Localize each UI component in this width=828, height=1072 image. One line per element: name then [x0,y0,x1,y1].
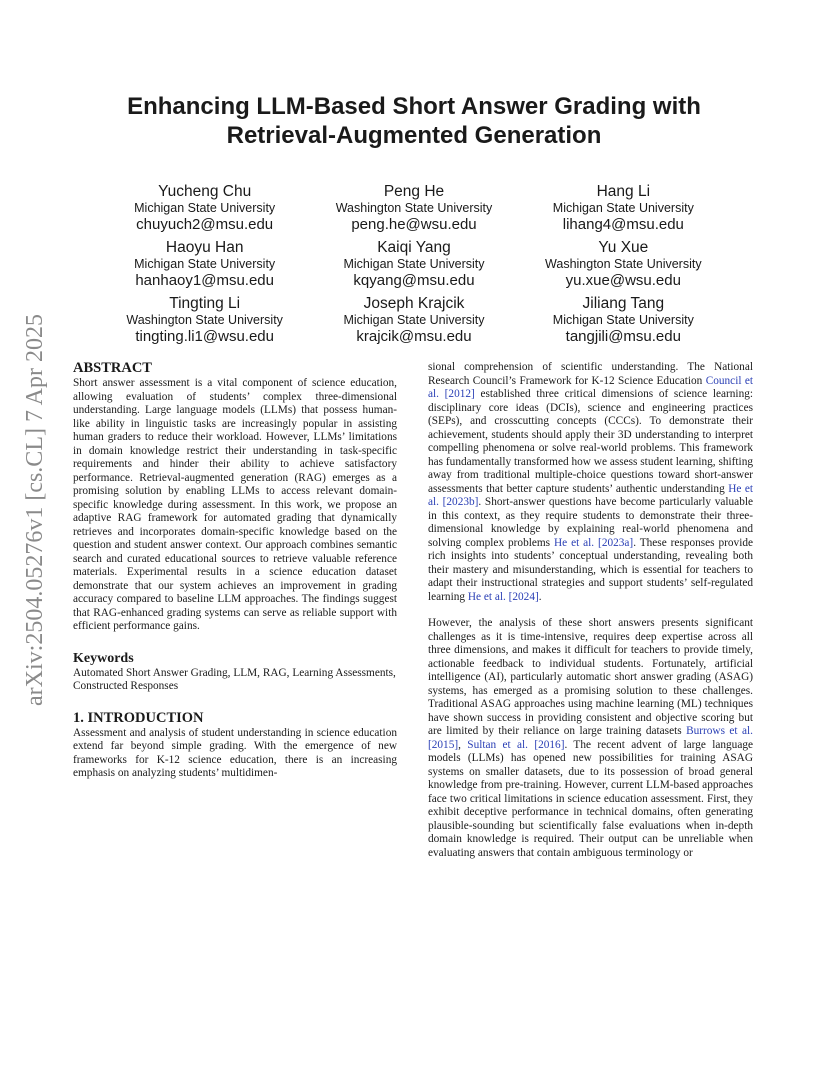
right-column [428,361,753,860]
author-name: Hang Li [596,183,651,200]
author-name: Haoyu Han [165,239,244,256]
citation-link[interactable]: He et al. [2023a] [553,536,634,549]
author-name: Tingting Li [169,295,241,312]
intro-paragraph-2 [428,617,753,860]
paragraph-text: However, the analysis of these short answers presents significant challenges as it is time-intensive, requires deep expertise across all three dimensions, and makes it difficult for teachers to provide timely, actionable feedback to individual students. Fortunately, artificial intelligence (AI), particularly automatic short answer grading (ASAG) systems, has emerged as a promising solution to these challenges. Traditional ASAG approaches using machine learning (ML) techniques have shown success in providing consistent and objective scoring but are limited by their reliance on large training datasets [428,617,753,737]
author-email: lihang4@msu.edu [562,216,684,233]
author-block [100,238,309,290]
citation-link[interactable]: He et al. [2023b] [428,482,754,508]
title-line-2: Retrieval-Augmented Generation [226,122,602,149]
author-email: tingting.li1@wsu.edu [135,328,274,345]
paragraph-text: . The recent advent of large language models (LLMs) has opened new possibilities for training ASAG systems on smaller datasets, due to its possession of broad general knowledge from pre-training. However, current LLM-based approaches face two critical limitations in science education assessment. First, they exhibit deceptive performance in technical domains, often generating plausible-sounding but scientifically false evaluations when in-depth domain knowledge is required. Their output can be unreliable when evaluating answers that contain ambiguous terminology or [428,738,753,859]
citation-link[interactable]: Council et al. [2012] [428,374,753,400]
author-affiliation: Michigan State University [134,257,276,271]
title-line-1: Enhancing LLM-Based Short Answer Grading with [127,93,701,120]
author-email: tangjili@msu.edu [565,328,681,345]
author-affiliation: Michigan State University [552,201,694,215]
keywords-text: Automated Short Answer Grading, LLM, RAG, Learning Assessments, Constructed Responses [73,666,396,692]
arxiv-identifier: arXiv:2504.05276v1 [cs.CL] 7 Apr 2025 [22,314,48,706]
author-email: chuyuch2@msu.edu [136,216,274,233]
paragraph-text: , [458,738,468,751]
abstract-heading: ABSTRACT [73,360,152,376]
author-name: Peng He [383,183,445,200]
author-block [519,238,728,290]
paragraph-text: sional comprehension of scientific understanding. The National Research Council’s Framework for K-12 Science Education [428,361,753,387]
paragraph-text: established three critical dimensions of science learning: disciplinary core ideas (DCIs), science and engineering practices (SEPs), and crosscutting concepts (CCCs). To demonstrate their achievement, students should apply their 3D understanding to interpret compelling phenomena or solve real-world problems. This framework has fundamentally transformed how we assess student learning, shifting away from traditional multiple-choice questions toward short-answer assessments that better capture students’ authentic understanding [428,388,754,495]
author-block [309,294,518,346]
author-name: Kaiqi Yang [377,239,451,256]
author-affiliation: Michigan State University [343,257,485,271]
author-block [100,294,309,346]
left-column [73,360,397,781]
paragraph-text: . [538,590,542,603]
introduction-text: Assessment and analysis of student understanding in science education extend far beyond simple grading. With the emergence of new frameworks for K-12 science education, there is an increasing emphasis on analyzing students’ multidimen- [73,726,397,779]
author-affiliation: Washington State University [126,313,283,327]
author-affiliation: Washington State University [335,201,493,215]
author-name: Joseph Krajcik [363,295,465,312]
author-list [100,182,728,346]
author-affiliation: Michigan State University [552,313,694,327]
author-affiliation: Michigan State University [134,201,276,215]
author-block [309,182,518,234]
author-name: Yu Xue [598,239,649,256]
author-email: peng.he@wsu.edu [351,216,477,233]
author-email: kqyang@msu.edu [353,272,475,289]
author-name: Jiliang Tang [582,295,665,312]
author-affiliation: Washington State University [545,257,702,271]
paragraph-text: . Short-answer questions have become particularly valuable in this context, as they require students to demonstrate their three-dimensional knowledge by explaining real-world phenomena and solving complex problems [428,496,753,549]
author-affiliation: Michigan State University [343,313,485,327]
author-block [519,294,728,346]
citation-link[interactable]: Burrows et al. [2015] [428,725,753,751]
keywords-heading: Keywords [73,650,134,666]
abstract-text: Short answer assessment is a vital component of science education, allowing evaluation of students’ complex three-dimensional understanding. Large language models (LLMs) that possess human-like ability in linguistic tasks are increasingly popular in assisting human graders to reduce their workload. However, LLMs’ limitations in domain knowledge restrict their understanding in task-specific requirements and hinder their ability to achieve satisfactory performance. Retrieval-augmented generation (RAG) emerges as a promising solution by enabling LLMs to access relevant domain-specific knowledge during assessment. In this work, we propose an adaptive RAG framework for automated grading that dynamically retrieves and incorporates domain-specific knowledge based on the question and student answer context. Our approach combines semantic search and curated educational sources to retrieve valuable reference materials. Experimental results in a science education dataset demonstrate that our system achieves an improvement in grading accuracy compared to baseline LLM approaches. The findings suggest that RAG-enhanced grading systems can serve as reliable support with efficient performance gains. [73,377,397,632]
author-name: Yucheng Chu [158,183,252,200]
author-block [100,182,309,234]
introduction-heading: 1. INTRODUCTION [73,709,204,726]
author-block [519,182,728,234]
citation-link[interactable]: He et al. [2024] [467,590,539,603]
author-block [309,238,518,290]
intro-paragraph-1 [428,361,753,604]
paper-title [60,92,768,150]
paragraph-text: . These responses provide rich insights into students’ conceptual understanding, revealing both their mastery and misunderstanding, which is essential for teachers to adapt their instructional strategies and support students’ self-regulated learning [428,536,753,603]
author-email: krajcik@msu.edu [356,328,472,345]
author-email: yu.xue@wsu.edu [565,272,681,289]
citation-link[interactable]: Sultan et al. [2016] [467,738,565,751]
author-email: hanhaoy1@msu.edu [135,272,274,289]
